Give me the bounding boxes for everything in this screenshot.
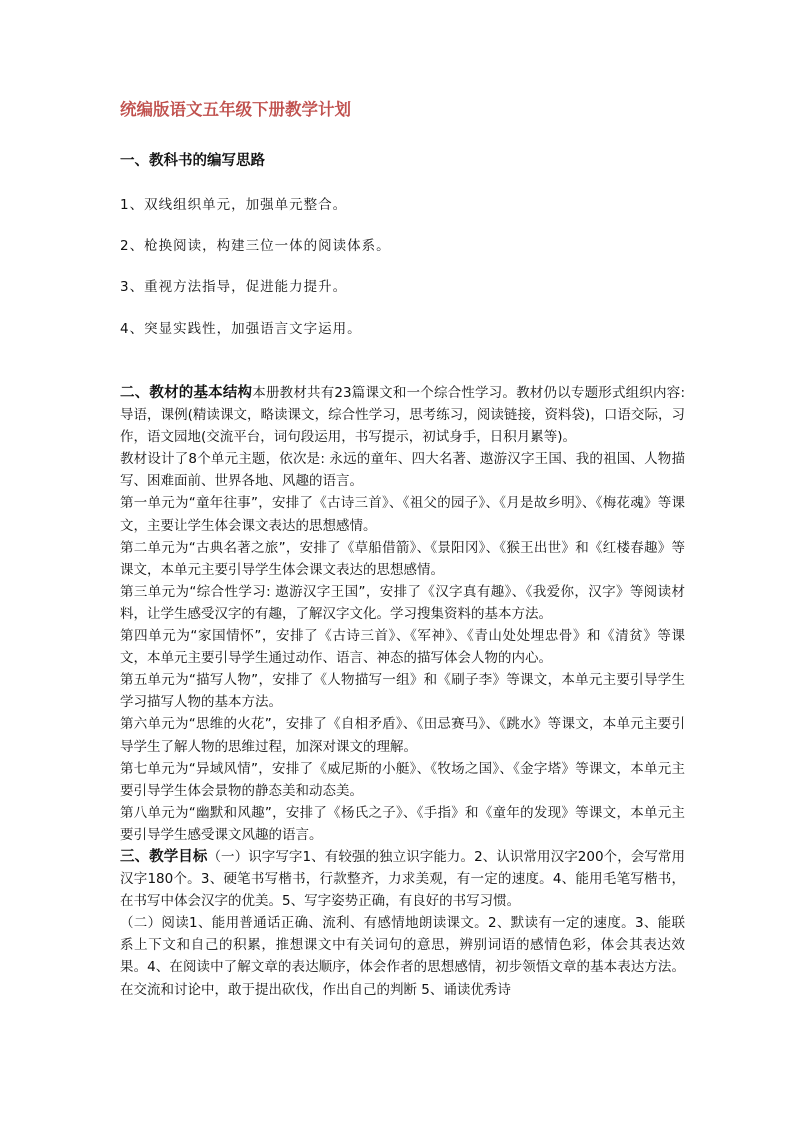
list-item: 3、重视方法指导，促进能力提升。 [120, 279, 348, 295]
unit-paragraph: 第一单元为“童年往事”，安排了《古诗三首》、《祖父的园子》、《月是故乡明》、《梅花魂》等课文，主要让学生体会课文表达的思想感情。 [120, 495, 685, 534]
unit-paragraph: 第八单元为“幽默和风趣”，安排了《杨氏之子》、《手指》和《童年的发现》等课文，本单元主要引导学生感受课文风趣的语言。 [120, 804, 685, 843]
document-title: 统编版语文五年级下册教学计划 [120, 100, 351, 119]
section-heading-goals: 三、教学目标 [120, 848, 208, 865]
section-goals-literacy [120, 846, 685, 912]
list-item: 1、双线组织单元，加强单元整合。 [120, 197, 348, 213]
document-body [120, 382, 685, 1001]
unit-paragraph: 第六单元为“思维的火花”，安排了《自相矛盾》、《田忌赛马》、《跳水》等课文，本单元主要引导学生了解人物的思维过程，加深对课文的理解。 [120, 716, 685, 755]
section-heading-structure: 二、教材的基本结构 [120, 385, 253, 401]
goals-literacy-text: （一）识字写字1、有较强的独立识字能力。2、认识常用汉字200个，会写常用汉字180个。3、硬笔书写楷书，行款整齐，力求美观，有一定的速度。4、能用毛笔写楷书，在书写中体会汉字的优美。5、写字姿势正确，有良好的书写习惯。 [120, 848, 686, 910]
unit-paragraph: 第五单元为“描写人物”，安排了《人物描写一组》和《刷子李》等课文，本单元主要引导学生学习描写人物的基本方法。 [120, 672, 685, 711]
section-structure-intro [120, 382, 685, 448]
section-goals-reading: （二）阅读1、能用普通话正确、流利、有感情地朗读课文。2、默读有一定的速度。3、能联系上下文和自己的积累，推想课文中有关词句的意思，辨别词语的感情色彩，体会其表达效果。4、在阅读中了解文章的表达顺序，体会作者的思想感情，初步领悟文章的基本表达方法。在交流和讨论中，敢于提出砍伐，作出自己的判断 5、诵读优秀诗 [120, 915, 685, 998]
unit-paragraph: 第七单元为“异域风情”，安排了《威尼斯的小艇》、《牧场之国》、《金字塔》等课文，本单元主要引导学生体会景物的静态美和动态美。 [120, 760, 685, 799]
list-item: 4、突显实践性，加强语言文字运用。 [120, 321, 362, 337]
unit-paragraph: 第二单元为“古典名著之旅”，安排了《草船借箭》、《景阳冈》、《猴王出世》和《红楼春趣》等课文，本单元主要引导学生体会课文表达的思想感情。 [120, 539, 685, 578]
unit-paragraph: 第三单元为“综合性学习: 遨游汉字王国”，安排了《汉字真有趣》、《我爱你，汉字》等阅读材料，让学生感受汉字的有趣，了解汉字文化。学习搜集资料的基本方法。 [120, 583, 685, 622]
unit-paragraph: 第四单元为“家国情怀”，安排了《古诗三首》、《军神》、《青山处处埋忠骨》和《清贫》等课文，本单元主要引导学生通过动作、语言、神态的描写体会人物的内心。 [120, 628, 685, 667]
list-item: 2、枪换阅读，构建三位一体的阅读体系。 [120, 238, 391, 254]
body-paragraph: 教材设计了8个单元主题，依次是: 永远的童年、四大名著、遨游汉字王国、我的祖国、人物描写、困难面前、世界各地、风趣的语言。 [120, 451, 685, 490]
structure-intro-text: 本册教材共有23篇课文和一个综合性学习。教材仍以专题形式组织内容:导语，课例(精读课文，略读课文，综合性学习，思考练习，阅读链接，资料袋)，口语交际，习作，语文园地(交流平台，词句段运用，书写提示，初试身手，日积月累等)。 [120, 385, 685, 446]
section-heading-writing-approach: 一、教科书的编写思路 [120, 153, 265, 169]
